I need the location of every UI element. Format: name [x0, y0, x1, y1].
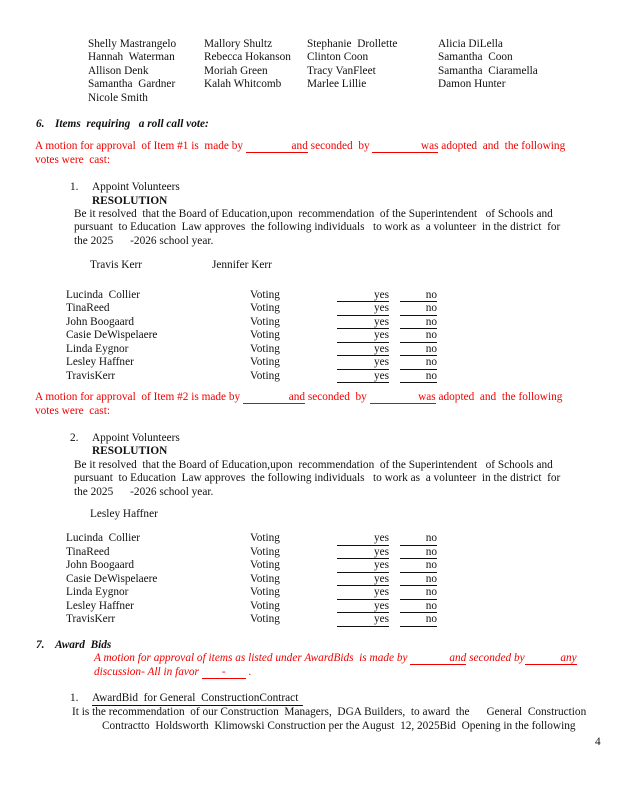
award-bid-body	[0, 706, 618, 733]
member-name: Linda Eygnor	[66, 342, 129, 355]
item-1-heading	[70, 181, 618, 208]
yes-blank: yes	[337, 587, 389, 600]
motion-line-1	[35, 391, 618, 404]
yes-blank: yes	[337, 344, 389, 357]
no-blank: no	[400, 344, 437, 357]
attendee-name: Clinton Coon	[307, 51, 369, 64]
blank-line-moved-by: and	[410, 653, 466, 665]
voting-label: Voting	[250, 356, 280, 369]
item-2-heading	[70, 432, 618, 459]
volunteer-name: Lesley Haffner	[90, 507, 158, 520]
member-name: John Boogaard	[66, 315, 135, 328]
voting-label: Voting	[250, 613, 280, 626]
no-blank: no	[400, 587, 437, 600]
resolution-text-line: pursuant to Education Law approves the following individuals to work as a volunteer in the district for	[74, 472, 561, 485]
award-bids-motion	[94, 652, 618, 679]
yes-blank: yes	[337, 303, 389, 316]
award-bid-item-title: AwardBid for General ConstructionContract	[92, 692, 303, 706]
member-name: TravisKerr	[66, 369, 116, 382]
voting-row	[66, 289, 618, 303]
blank-line-moved-by: and	[246, 141, 308, 153]
motion-text: A motion for approval of Item #1 is made by	[35, 140, 246, 153]
voting-table-1	[66, 289, 618, 384]
blank-line-seconded-by: was	[370, 392, 436, 404]
motion-text: .	[245, 665, 252, 678]
no-blank: no	[400, 290, 437, 303]
page-number: 4	[595, 736, 601, 748]
motion-text: seconded by	[307, 140, 373, 153]
yes-blank: yes	[337, 547, 389, 560]
motion-line-2: votes were cast:	[35, 153, 110, 166]
attendee-name: Alicia DiLella	[438, 38, 503, 50]
yes-blank: yes	[337, 371, 389, 384]
no-blank: no	[400, 601, 437, 614]
no-blank: no	[400, 303, 437, 316]
no-blank: no	[400, 614, 437, 627]
item-number: 2.	[70, 431, 79, 444]
volunteer-name: Jennifer Kerr	[212, 259, 272, 272]
voting-label: Voting	[250, 532, 280, 545]
motion-line-2	[94, 666, 618, 679]
motion-text: discussion- All in favor	[94, 665, 202, 678]
no-blank: no	[400, 574, 437, 587]
voting-row	[66, 559, 618, 573]
voting-label: Voting	[250, 302, 280, 315]
voting-label: Voting	[250, 288, 280, 301]
member-name: TinaReed	[66, 545, 110, 558]
no-blank: no	[400, 330, 437, 343]
no-blank: no	[400, 317, 437, 330]
voting-row	[66, 370, 618, 384]
section-7-heading	[36, 639, 618, 652]
attendee-names-grid	[88, 38, 618, 105]
resolution-text-line: the 2025 -2026 school year.	[74, 234, 214, 247]
attendee-name: Rebecca Hokanson	[204, 51, 291, 64]
member-name: Lesley Haffner	[66, 356, 134, 369]
yes-blank: yes	[337, 290, 389, 303]
yes-blank: yes	[337, 330, 389, 343]
blank-line-seconded-by: any	[525, 653, 577, 665]
resolution-text-line: Be it resolved that the Board of Education,upon recommendation of the Superintendent of Schools and	[74, 458, 553, 471]
attendee-column-4	[438, 38, 598, 105]
attendee-column-2	[204, 38, 307, 105]
section-6-heading	[36, 118, 618, 131]
attendee-name: Tracy VanFleet	[307, 64, 376, 77]
item-title: Appoint Volunteers	[92, 431, 180, 444]
voting-table-2	[66, 532, 618, 627]
voting-label: Voting	[250, 315, 280, 328]
attendee-name: Marlee Lillie	[307, 78, 367, 91]
attendee-name: Samantha Ciaramella	[438, 64, 538, 77]
motion-line-1	[35, 140, 618, 153]
section-title: Award Bids	[55, 638, 112, 651]
voting-label: Voting	[250, 572, 280, 585]
voting-label: Voting	[250, 599, 280, 612]
no-blank: no	[400, 533, 437, 546]
yes-blank: yes	[337, 560, 389, 573]
voting-row	[66, 329, 618, 343]
attendee-name: Mallory Shultz	[204, 38, 273, 50]
member-name: TinaReed	[66, 302, 110, 315]
member-name: Lesley Haffner	[66, 599, 134, 612]
yes-blank: yes	[337, 317, 389, 330]
attendee-column-1	[88, 38, 204, 105]
voting-row	[66, 586, 618, 600]
member-name: Lucinda Collier	[66, 532, 141, 545]
member-name: Casie DeWispelaere	[66, 572, 158, 585]
attendee-name: Samantha Coon	[438, 51, 513, 64]
resolution-text-line: Be it resolved that the Board of Education,upon recommendation of the Superintendent of Schools and	[74, 207, 553, 220]
no-blank: no	[400, 547, 437, 560]
yes-blank: yes	[337, 574, 389, 587]
attendee-name: Samantha Gardner	[88, 78, 176, 91]
resolution-label: RESOLUTION	[92, 194, 168, 207]
motion-item1	[35, 140, 618, 167]
voting-row	[66, 613, 618, 627]
voting-label: Voting	[250, 329, 280, 342]
resolution-text-line: pursuant to Education Law approves the following individuals to work as a volunteer in the district for	[74, 221, 561, 234]
no-blank: no	[400, 560, 437, 573]
member-name: Casie DeWispelaere	[66, 329, 158, 342]
no-blank: no	[400, 371, 437, 384]
motion-line-2: votes were cast:	[35, 404, 110, 417]
attendee-name: Nicole Smith	[88, 91, 148, 104]
member-name: TravisKerr	[66, 613, 116, 626]
yes-blank: yes	[337, 533, 389, 546]
motion-text: A motion for approval of items as listed under AwardBids is made by	[94, 652, 411, 665]
section-number: 7.	[36, 638, 45, 651]
yes-blank: yes	[337, 601, 389, 614]
attendee-name: Shelly Mastrangelo	[88, 38, 177, 50]
voting-label: Voting	[250, 342, 280, 355]
yes-blank: yes	[337, 357, 389, 370]
motion-text: seconded by	[305, 391, 370, 404]
voting-row	[66, 600, 618, 614]
attendee-name: Damon Hunter	[438, 78, 506, 91]
volunteer-names-2	[90, 508, 618, 521]
voting-row	[66, 546, 618, 560]
item-title: Appoint Volunteers	[92, 181, 180, 194]
yes-blank: yes	[337, 614, 389, 627]
attendee-name: Kalah Whitcomb	[204, 78, 282, 91]
attendee-name: Moriah Green	[204, 64, 268, 77]
voting-row	[66, 343, 618, 357]
voting-label: Voting	[250, 545, 280, 558]
voting-label: Voting	[250, 369, 280, 382]
resolution-body-2	[74, 459, 594, 499]
item-number: 1.	[70, 181, 79, 194]
attendee-name: Allison Denk	[88, 64, 149, 77]
member-name: Linda Eygnor	[66, 586, 129, 599]
blank-line-favor: -	[202, 667, 246, 679]
motion-item2	[35, 391, 618, 418]
award-bid-text-line: It is the recommendation of our Construction Managers, DGA Builders, to award the General Construction	[72, 706, 587, 719]
blank-line-moved-by: and	[243, 392, 305, 404]
motion-text: adopted and the following	[438, 140, 566, 153]
resolution-text-line: the 2025 -2026 school year.	[74, 485, 214, 498]
attendee-name: Hannah Waterman	[88, 51, 175, 64]
attendee-name: Stephanie Drollette	[307, 38, 398, 50]
no-blank: no	[400, 357, 437, 370]
motion-text: adopted and the following	[435, 391, 563, 404]
voting-row	[66, 573, 618, 587]
section-title: Items requiring a roll call vote:	[55, 117, 209, 130]
item-number: 1.	[70, 692, 79, 705]
member-name: Lucinda Collier	[66, 288, 141, 301]
voting-label: Voting	[250, 586, 280, 599]
resolution-label: RESOLUTION	[92, 445, 168, 458]
voting-row	[66, 532, 618, 546]
member-name: John Boogaard	[66, 559, 135, 572]
volunteer-name: Travis Kerr	[90, 259, 142, 272]
voting-row	[66, 302, 618, 316]
motion-text: A motion for approval of Item #2 is made by	[35, 391, 244, 404]
motion-line-1	[94, 652, 618, 665]
section-number: 6.	[36, 117, 45, 130]
blank-line-seconded-by: was	[372, 141, 438, 153]
award-bid-text-line: Contractto Holdsworth Klimowski Construction per the August 12, 2025Bid Opening in the following	[102, 719, 576, 732]
voting-row	[66, 356, 618, 370]
resolution-body-1	[74, 208, 594, 248]
volunteer-names-1	[90, 259, 618, 272]
attendee-column-3	[307, 38, 438, 105]
voting-row	[66, 316, 618, 330]
motion-text: seconded by	[466, 652, 525, 665]
award-bid-item-heading	[70, 692, 618, 706]
voting-label: Voting	[250, 559, 280, 572]
